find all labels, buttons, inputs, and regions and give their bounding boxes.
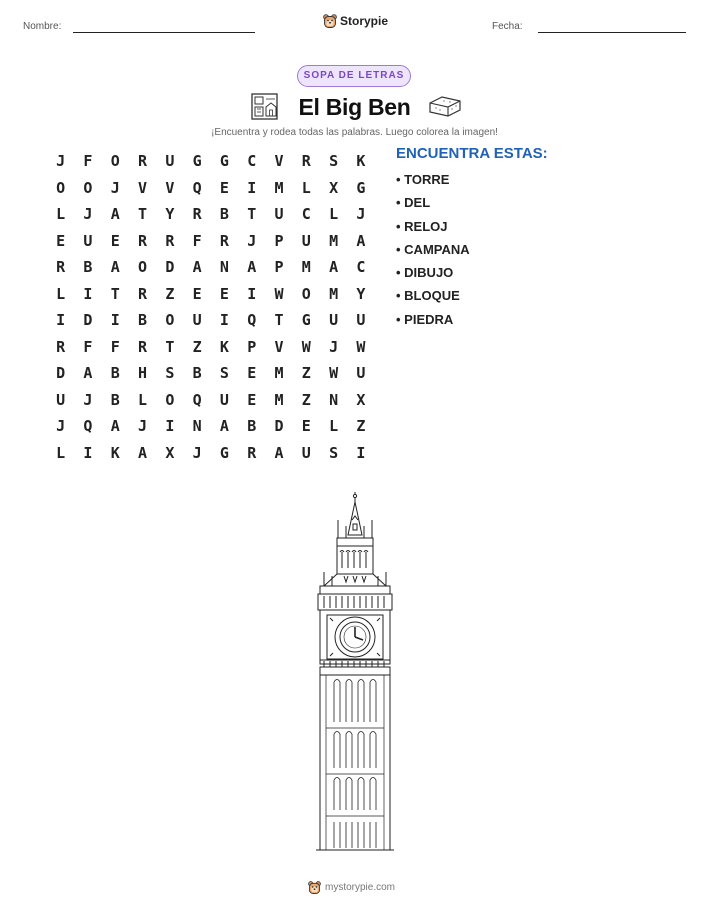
grid-row bbox=[47, 201, 375, 228]
letter-cell[interactable]: W bbox=[329, 364, 339, 383]
letter-cell[interactable]: B bbox=[219, 205, 229, 224]
big-ben-illustration bbox=[300, 490, 410, 855]
letter-cell[interactable]: N bbox=[192, 417, 202, 436]
grid-row bbox=[47, 360, 375, 387]
grid-row bbox=[47, 387, 375, 414]
letter-cell[interactable]: R bbox=[165, 231, 175, 250]
letter-cell[interactable]: U bbox=[301, 443, 311, 462]
letter-cell[interactable]: N bbox=[329, 390, 339, 409]
letter-cell[interactable]: O bbox=[83, 178, 93, 197]
word-list-title: ENCUENTRA ESTAS: bbox=[396, 145, 548, 162]
letter-cell[interactable]: A bbox=[192, 258, 202, 277]
letter-cell[interactable]: U bbox=[83, 231, 93, 250]
letter-cell[interactable]: K bbox=[219, 337, 229, 356]
letter-cell[interactable]: U bbox=[356, 311, 366, 330]
letter-cell[interactable]: R bbox=[138, 152, 148, 171]
letter-cell[interactable]: X bbox=[356, 390, 366, 409]
letter-cell[interactable]: B bbox=[247, 417, 257, 436]
letter-cell[interactable]: R bbox=[219, 231, 229, 250]
word-item: • RELOJ bbox=[396, 218, 448, 234]
letter-cell[interactable]: O bbox=[138, 258, 148, 277]
letter-cell[interactable]: B bbox=[83, 258, 93, 277]
letter-cell[interactable]: R bbox=[138, 231, 148, 250]
letter-cell[interactable]: J bbox=[83, 205, 93, 224]
letter-cell[interactable]: O bbox=[165, 390, 175, 409]
grid-row bbox=[47, 228, 375, 255]
letter-cell[interactable]: X bbox=[165, 443, 175, 462]
letter-cell[interactable]: Z bbox=[356, 417, 366, 436]
letter-cell[interactable]: E bbox=[301, 417, 311, 436]
letter-cell[interactable]: R bbox=[192, 205, 202, 224]
letter-cell[interactable]: M bbox=[329, 231, 339, 250]
footer bbox=[308, 880, 395, 895]
brand-name: Storypie bbox=[340, 14, 389, 28]
letter-cell[interactable]: S bbox=[165, 364, 175, 383]
letter-cell[interactable]: T bbox=[165, 337, 175, 356]
letter-cell[interactable]: B bbox=[110, 390, 120, 409]
letter-cell[interactable]: N bbox=[219, 258, 229, 277]
letter-cell[interactable]: S bbox=[329, 152, 339, 171]
letter-cell[interactable]: A bbox=[138, 443, 148, 462]
letter-cell[interactable]: J bbox=[56, 417, 66, 436]
letter-cell[interactable]: J bbox=[192, 443, 202, 462]
letter-cell[interactable]: Z bbox=[301, 364, 311, 383]
word-search-grid bbox=[47, 148, 375, 466]
footer-url: mystorypie.com bbox=[325, 882, 396, 893]
word-item: • BLOQUE bbox=[396, 288, 460, 304]
letter-cell[interactable]: E bbox=[247, 390, 257, 409]
letter-cell[interactable]: R bbox=[56, 337, 66, 356]
title-row bbox=[0, 91, 709, 123]
page-title: El Big Ben bbox=[298, 94, 411, 120]
letter-cell[interactable]: J bbox=[329, 337, 339, 356]
name-label: Nombre: bbox=[23, 21, 62, 32]
letter-cell[interactable]: G bbox=[219, 443, 229, 462]
brand-logo bbox=[323, 13, 388, 29]
letter-cell[interactable]: L bbox=[56, 205, 66, 224]
letter-cell[interactable]: A bbox=[110, 417, 120, 436]
brick-icon bbox=[428, 94, 462, 118]
name-line[interactable] bbox=[73, 32, 255, 33]
letter-cell[interactable]: L bbox=[56, 443, 66, 462]
letter-cell[interactable]: K bbox=[356, 152, 366, 171]
letter-cell[interactable]: L bbox=[56, 284, 66, 303]
letter-cell[interactable]: I bbox=[247, 178, 257, 197]
letter-cell[interactable]: R bbox=[247, 443, 257, 462]
activity-badge: SOPA DE LETRAS bbox=[297, 65, 411, 87]
bear-logo-icon bbox=[308, 880, 321, 895]
letter-cell[interactable]: I bbox=[110, 311, 120, 330]
letter-cell[interactable]: T bbox=[274, 311, 284, 330]
letter-cell[interactable]: B bbox=[138, 311, 148, 330]
letter-cell[interactable]: T bbox=[110, 284, 120, 303]
letter-cell[interactable]: I bbox=[83, 284, 93, 303]
grid-row bbox=[47, 413, 375, 440]
letter-cell[interactable]: H bbox=[138, 364, 148, 383]
letter-cell[interactable]: O bbox=[56, 178, 66, 197]
letter-cell[interactable]: M bbox=[274, 390, 284, 409]
letter-cell[interactable]: C bbox=[247, 152, 257, 171]
date-line[interactable] bbox=[538, 32, 686, 33]
letter-cell[interactable]: L bbox=[138, 390, 148, 409]
letter-cell[interactable]: F bbox=[83, 152, 93, 171]
grid-row bbox=[47, 254, 375, 281]
letter-cell[interactable]: I bbox=[56, 311, 66, 330]
letter-cell[interactable]: G bbox=[219, 152, 229, 171]
letter-cell[interactable]: U bbox=[301, 231, 311, 250]
letter-cell[interactable]: E bbox=[219, 178, 229, 197]
letter-cell[interactable]: S bbox=[329, 443, 339, 462]
instructions: ¡Encuentra y rodea todas las palabras. Luego colorea la imagen! bbox=[211, 127, 498, 138]
bear-logo-icon bbox=[323, 13, 337, 29]
letter-cell[interactable]: L bbox=[329, 417, 339, 436]
letter-cell[interactable]: B bbox=[110, 364, 120, 383]
letter-cell[interactable]: E bbox=[192, 284, 202, 303]
letter-cell[interactable]: A bbox=[329, 258, 339, 277]
letter-cell[interactable]: T bbox=[247, 205, 257, 224]
letter-cell[interactable]: B bbox=[192, 364, 202, 383]
letter-cell[interactable]: P bbox=[274, 258, 284, 277]
letter-cell[interactable]: I bbox=[247, 284, 257, 303]
letter-cell[interactable]: V bbox=[165, 178, 175, 197]
word-item: • TORRE bbox=[396, 172, 450, 187]
letter-cell[interactable]: E bbox=[110, 231, 120, 250]
letter-cell[interactable]: J bbox=[356, 205, 366, 224]
letter-cell[interactable]: A bbox=[274, 443, 284, 462]
letter-cell[interactable]: A bbox=[110, 258, 120, 277]
grid-row bbox=[47, 307, 375, 334]
letter-cell[interactable]: J bbox=[247, 231, 257, 250]
letter-cell[interactable]: D bbox=[83, 311, 93, 330]
letter-cell[interactable]: A bbox=[219, 417, 229, 436]
letter-cell[interactable]: V bbox=[274, 337, 284, 356]
letter-cell[interactable]: V bbox=[138, 178, 148, 197]
date-label: Fecha: bbox=[492, 21, 523, 32]
letter-cell[interactable]: Y bbox=[165, 205, 175, 224]
letter-cell[interactable]: I bbox=[219, 311, 229, 330]
letter-cell[interactable]: P bbox=[247, 337, 257, 356]
letter-cell[interactable]: L bbox=[301, 178, 311, 197]
letter-cell[interactable]: K bbox=[110, 443, 120, 462]
letter-cell[interactable]: U bbox=[165, 152, 175, 171]
letter-cell[interactable]: T bbox=[138, 205, 148, 224]
letter-cell[interactable]: A bbox=[247, 258, 257, 277]
letter-cell[interactable]: E bbox=[247, 364, 257, 383]
letter-cell[interactable]: P bbox=[274, 231, 284, 250]
letter-cell[interactable]: V bbox=[274, 152, 284, 171]
letter-cell[interactable]: S bbox=[219, 364, 229, 383]
letter-cell[interactable]: C bbox=[356, 258, 366, 277]
letter-cell[interactable]: X bbox=[329, 178, 339, 197]
letter-cell[interactable]: R bbox=[301, 152, 311, 171]
letter-cell[interactable]: O bbox=[165, 311, 175, 330]
grid-row bbox=[47, 175, 375, 202]
letter-cell[interactable]: Q bbox=[83, 417, 93, 436]
grid-row bbox=[47, 281, 375, 308]
word-item: • CAMPANA bbox=[396, 241, 470, 257]
letter-cell[interactable]: J bbox=[83, 390, 93, 409]
letter-cell[interactable]: Q bbox=[247, 311, 257, 330]
letter-cell[interactable]: Q bbox=[192, 178, 202, 197]
word-item: • DEL bbox=[396, 195, 431, 211]
letter-cell[interactable]: F bbox=[110, 337, 120, 356]
letter-cell[interactable]: O bbox=[301, 284, 311, 303]
letter-cell[interactable]: F bbox=[83, 337, 93, 356]
letter-cell[interactable]: R bbox=[138, 337, 148, 356]
letter-cell[interactable]: A bbox=[110, 205, 120, 224]
letter-cell[interactable]: G bbox=[301, 311, 311, 330]
letter-cell[interactable]: F bbox=[192, 231, 202, 250]
letter-cell[interactable]: E bbox=[56, 231, 66, 250]
letter-cell[interactable]: Z bbox=[165, 284, 175, 303]
letter-cell[interactable]: Q bbox=[192, 390, 202, 409]
letter-cell[interactable]: L bbox=[329, 205, 339, 224]
letter-cell[interactable]: G bbox=[192, 152, 202, 171]
letter-cell[interactable]: J bbox=[56, 152, 66, 171]
letter-cell[interactable]: J bbox=[110, 178, 120, 197]
letter-cell[interactable]: C bbox=[301, 205, 311, 224]
letter-cell[interactable]: U bbox=[329, 311, 339, 330]
letter-cell[interactable]: A bbox=[83, 364, 93, 383]
letter-cell[interactable]: R bbox=[56, 258, 66, 277]
letter-cell[interactable]: D bbox=[274, 417, 284, 436]
word-list bbox=[396, 170, 470, 333]
letter-cell[interactable]: D bbox=[56, 364, 66, 383]
letter-cell[interactable]: M bbox=[329, 284, 339, 303]
letter-cell[interactable]: U bbox=[56, 390, 66, 409]
letter-cell[interactable]: I bbox=[165, 417, 175, 436]
letter-cell[interactable]: A bbox=[356, 231, 366, 250]
word-item: • PIEDRA bbox=[396, 311, 454, 327]
grid-row bbox=[47, 148, 375, 175]
letter-cell[interactable]: M bbox=[274, 364, 284, 383]
letter-cell[interactable]: U bbox=[274, 205, 284, 224]
letter-cell[interactable]: U bbox=[219, 390, 229, 409]
grid-row bbox=[47, 440, 375, 467]
letter-cell[interactable]: M bbox=[301, 258, 311, 277]
letter-cell[interactable]: U bbox=[356, 364, 366, 383]
letter-cell[interactable]: Y bbox=[356, 284, 366, 303]
letter-cell[interactable]: R bbox=[138, 284, 148, 303]
letter-cell[interactable]: W bbox=[301, 337, 311, 356]
word-item: • DIBUJO bbox=[396, 265, 454, 281]
letter-cell[interactable]: D bbox=[165, 258, 175, 277]
letter-cell[interactable]: I bbox=[356, 443, 366, 462]
grid-row bbox=[47, 334, 375, 361]
letter-cell[interactable]: M bbox=[274, 178, 284, 197]
letter-cell[interactable]: I bbox=[83, 443, 93, 462]
letter-cell[interactable]: W bbox=[274, 284, 284, 303]
letter-cell[interactable]: Z bbox=[192, 337, 202, 356]
letter-cell[interactable]: U bbox=[192, 311, 202, 330]
letter-cell[interactable]: G bbox=[356, 178, 366, 197]
letter-cell[interactable]: Z bbox=[301, 390, 311, 409]
letter-cell[interactable]: J bbox=[138, 417, 148, 436]
letter-cell[interactable]: O bbox=[110, 152, 120, 171]
letter-cell[interactable]: E bbox=[219, 284, 229, 303]
letter-cell[interactable]: W bbox=[356, 337, 366, 356]
